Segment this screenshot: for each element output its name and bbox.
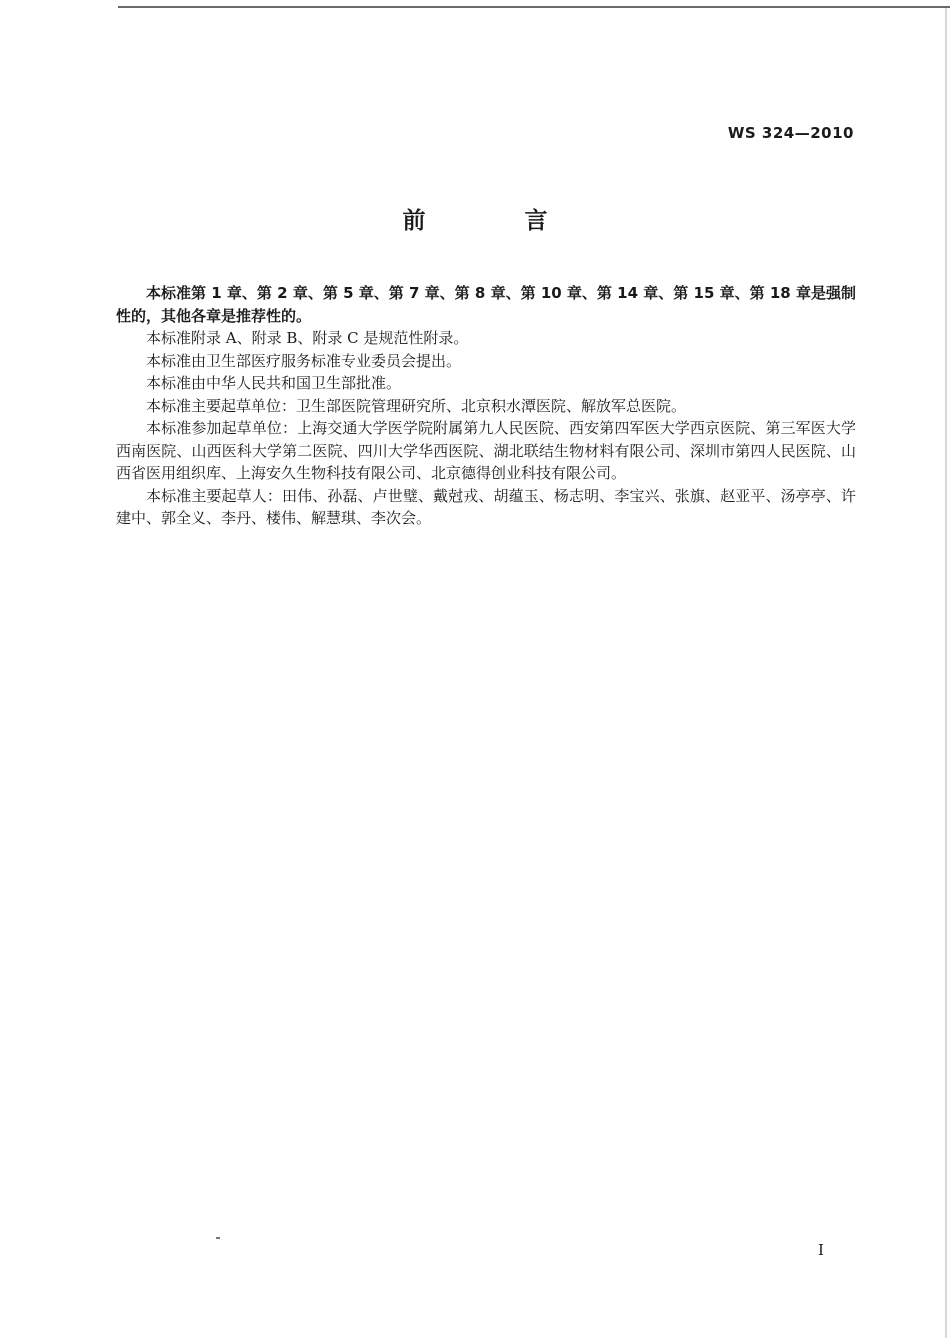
paragraph-participating-units: 本标准参加起草单位：上海交通大学医学院附属第九人民医院、西安第四军医大学西京医院、第三军医大学西南医院、山西医科大学第二医院、四川大学华西医院、湖北联结生物材料有限公司、深圳市第四人民医院、山西省医用组织库、上海安久生物科技有限公司、北京德得创业科技有限公司。 <box>116 419 856 482</box>
scan-speck <box>216 1237 220 1239</box>
paragraph-approved-by: 本标准由中华人民共和国卫生部批准。 <box>146 374 402 392</box>
page-number: I <box>818 1241 824 1259</box>
top-rule <box>118 6 950 8</box>
standard-code: WS 324—2010 <box>727 124 854 142</box>
paragraph-main-drafting-units: 本标准主要起草单位：卫生部医院管理研究所、北京积水潭医院、解放军总医院。 <box>146 396 687 415</box>
paragraph-proposed-by: 本标准由卫生部医疗服务标准专业委员会提出。 <box>146 351 462 370</box>
paragraph-mandatory-chapters: 本标准第 1 章、第 2 章、第 5 章、第 7 章、第 8 章、第 10 章、第 14 章、第 15 章、第 18 章是强制性的，其他各章是推荐性的。 <box>116 284 856 325</box>
paragraph-annexes: 本标准附录 A、附录 B、附录 C 是规范性附录。 <box>146 329 469 347</box>
foreword-body <box>116 282 856 530</box>
page-title: 前 言 <box>402 208 586 234</box>
paragraph-main-drafters: 本标准主要起草人：田伟、孙磊、卢世璧、戴尅戎、胡蕴玉、杨志明、李宝兴、张旗、赵亚平、汤亭亭、许建中、郭全义、李丹、楼伟、解慧琪、李次会。 <box>116 486 856 527</box>
